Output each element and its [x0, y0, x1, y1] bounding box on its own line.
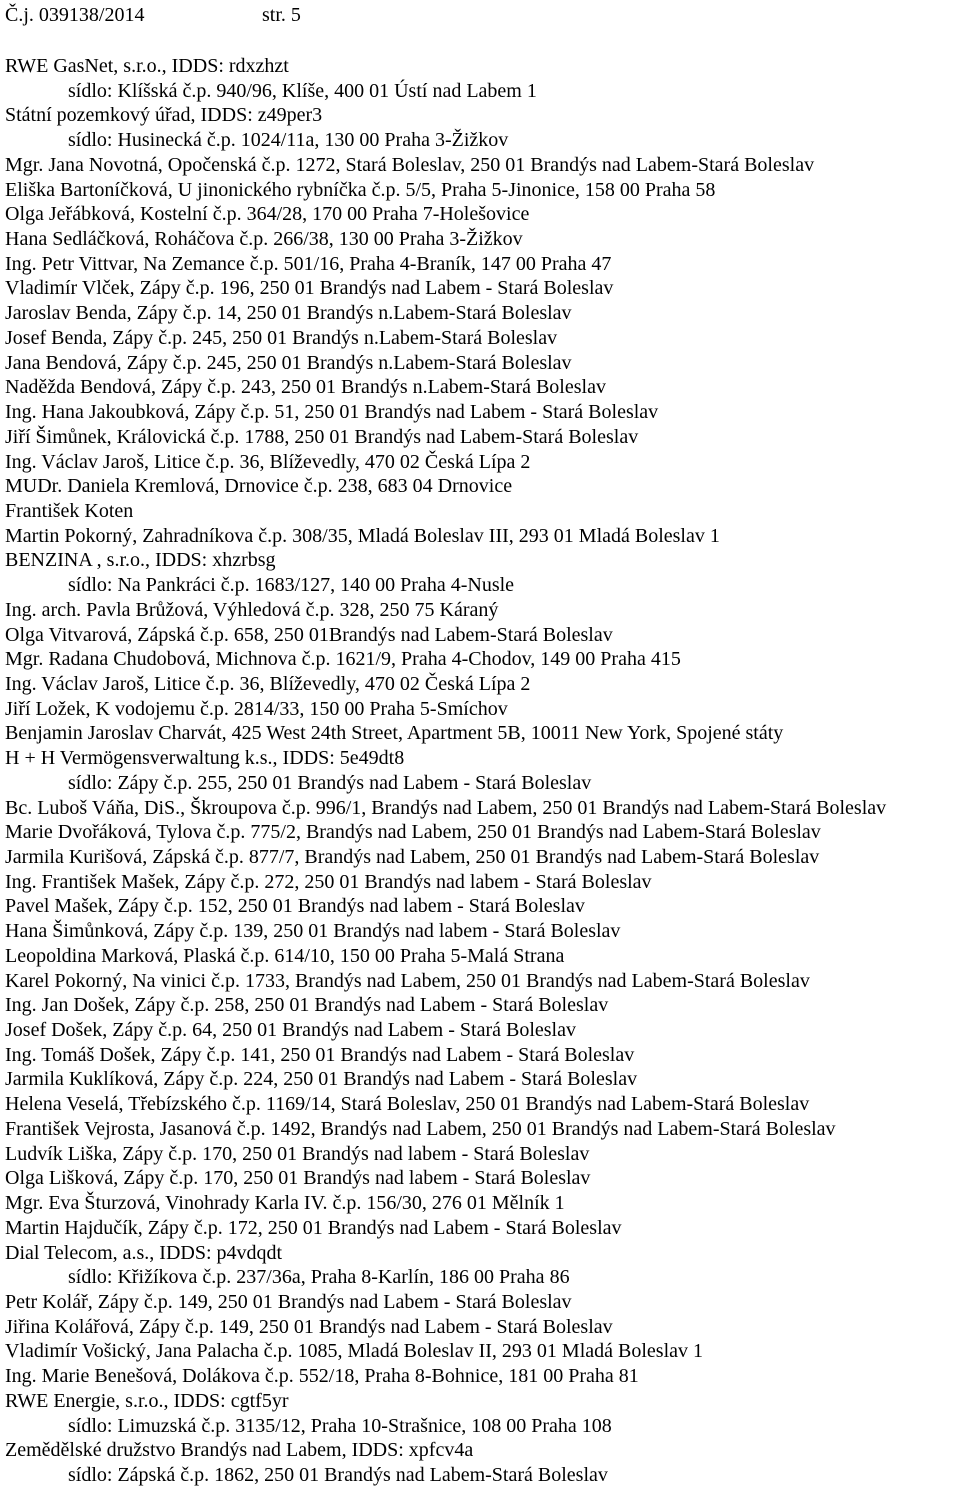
recipient-line: Leopoldina Marková, Plaská č.p. 614/10, 150 00 Praha 5-Malá Strana [5, 944, 565, 967]
recipient-line: BENZINA , s.r.o., IDDS: xhzrbsg [5, 549, 276, 572]
recipient-line: Vladimír Vlček, Zápy č.p. 196, 250 01 Brandýs nad Labem - Stará Boleslav [5, 277, 614, 300]
page-number: str. 5 [262, 4, 301, 26]
recipient-line: Ing. Jan Došek, Zápy č.p. 258, 250 01 Brandýs nad Labem - Stará Boleslav [5, 994, 609, 1017]
recipient-line: Helena Veselá, Třebízského č.p. 1169/14, Stará Boleslav, 250 01 Brandýs nad Labem-Stará Boleslav [5, 1093, 810, 1116]
recipient-line: H + H Vermögensverwaltung k.s., IDDS: 5e49dt8 [5, 747, 405, 770]
recipient-line: Ing. Hana Jakoubková, Zápy č.p. 51, 250 01 Brandýs nad Labem - Stará Boleslav [5, 401, 659, 424]
recipient-line: František Koten [5, 499, 134, 522]
recipient-line: Mgr. Radana Chudobová, Michnova č.p. 1621/9, Praha 4-Chodov, 149 00 Praha 415 [5, 648, 681, 671]
recipient-line: Pavel Mašek, Zápy č.p. 152, 250 01 Brandýs nad labem - Stará Boleslav [5, 895, 585, 918]
recipient-line: Benjamin Jaroslav Charvát, 425 West 24th Street, Apartment 5B, 10011 New York, Spojené státy [5, 722, 784, 745]
recipient-line: Zemědělské družstvo Brandýs nad Labem, IDDS: xpfcv4a [5, 1439, 474, 1462]
recipient-line: Jarmila Kurišová, Zápská č.p. 877/7, Brandýs nad Labem, 250 01 Brandýs nad Labem-Stará Boleslav [5, 846, 820, 868]
recipient-line: Eliška Bartoníčková, U jinonického rybníčka č.p. 5/5, Praha 5-Jinonice, 158 00 Praha 58 [5, 178, 716, 201]
recipient-line: Ing. arch. Pavla Brůžová, Výhledová č.p. 328, 250 75 Káraný [5, 598, 499, 621]
recipient-line: Dial Telecom, a.s., IDDS: p4vdqdt [5, 1241, 283, 1264]
recipient-line: Jaroslav Benda, Zápy č.p. 14, 250 01 Brandýs n.Labem-Stará Boleslav [5, 302, 572, 325]
address-line: sídlo: Husinecká č.p. 1024/11a, 130 00 Praha 3-Žižkov [68, 129, 509, 152]
recipient-line: Jiří Šimůnek, Královická č.p. 1788, 250 01 Brandýs nad Labem-Stará Boleslav [5, 425, 639, 448]
recipient-line: Ing. Václav Jaroš, Litice č.p. 36, Blíževedly, 470 02 Česká Lípa 2 [5, 672, 531, 695]
recipient-line: Ing. Marie Benešová, Dolákova č.p. 552/18, Praha 8-Bohnice, 181 00 Praha 81 [5, 1365, 639, 1388]
recipient-line: Naděžda Bendová, Zápy č.p. 243, 250 01 Brandýs n.Labem-Stará Boleslav [5, 376, 606, 399]
recipient-line: Mgr. Eva Šturzová, Vinohrady Karla IV. č.p. 156/30, 276 01 Mělník 1 [5, 1192, 565, 1215]
recipient-line: Bc. Luboš Váňa, DiS., Škroupova č.p. 996/1, Brandýs nad Labem, 250 01 Brandýs nad Labem-Stará Boleslav [5, 796, 887, 819]
recipient-line: Marie Dvořáková, Tylova č.p. 775/2, Brandýs nad Labem, 250 01 Brandýs nad Labem-Stará Boleslav [5, 821, 821, 844]
recipient-line: Karel Pokorný, Na vinici č.p. 1733, Brandýs nad Labem, 250 01 Brandýs nad Labem-Stará Boleslav [5, 969, 810, 992]
recipient-line: Ing. Petr Vittvar, Na Zemance č.p. 501/16, Praha 4-Braník, 147 00 Praha 47 [5, 252, 612, 275]
recipient-line: Jiří Ložek, K vodojemu č.p. 2814/33, 150 00 Praha 5-Smíchov [5, 697, 508, 720]
address-line: sídlo: Klíšská č.p. 940/96, Klíše, 400 01 Ústí nad Labem 1 [68, 79, 537, 102]
page-header [5, 3, 955, 27]
recipient-line: Státní pozemkový úřad, IDDS: z49per3 [5, 104, 323, 127]
reference-number: Č.j. 039138/2014 [5, 4, 145, 26]
address-line: sídlo: Na Pankráci č.p. 1683/127, 140 00 Praha 4-Nusle [68, 574, 515, 597]
recipient-line: Hana Šimůnková, Zápy č.p. 139, 250 01 Brandýs nad labem - Stará Boleslav [5, 920, 621, 943]
address-line: sídlo: Limuzská č.p. 3135/12, Praha 10-Strašnice, 108 00 Praha 108 [68, 1414, 612, 1437]
recipient-line: František Vejrosta, Jasanová č.p. 1492, Brandýs nad Labem, 250 01 Brandýs nad Labem-Stará Boleslav [5, 1117, 836, 1140]
recipient-line: MUDr. Daniela Kremlová, Drnovice č.p. 238, 683 04 Drnovice [5, 475, 513, 498]
recipient-line: Hana Sedláčková, Roháčova č.p. 266/38, 130 00 Praha 3-Žižkov [5, 228, 523, 251]
recipient-line: Mgr. Jana Novotná, Opočenská č.p. 1272, Stará Boleslav, 250 01 Brandýs nad Labem-Stará Boleslav [5, 153, 815, 176]
address-line: sídlo: Křižíkova č.p. 237/36a, Praha 8-Karlín, 186 00 Praha 86 [68, 1266, 570, 1289]
recipient-line: Josef Benda, Zápy č.p. 245, 250 01 Brandýs n.Labem-Stará Boleslav [5, 326, 558, 349]
recipient-line: Ing. Tomáš Došek, Zápy č.p. 141, 250 01 Brandýs nad Labem - Stará Boleslav [5, 1043, 635, 1066]
recipient-line: Martin Pokorný, Zahradníkova č.p. 308/35, Mladá Boleslav III, 293 01 Mladá Boleslav 1 [5, 524, 720, 547]
recipient-line: Olga Vitvarová, Zápská č.p. 658, 250 01Brandýs nad Labem-Stará Boleslav [5, 623, 613, 646]
recipient-line: Josef Došek, Zápy č.p. 64, 250 01 Brandýs nad Labem - Stará Boleslav [5, 1019, 576, 1042]
recipient-line: Vladimír Vošický, Jana Palacha č.p. 1085, Mladá Boleslav II, 293 01 Mladá Boleslav 1 [5, 1340, 704, 1363]
recipient-line: Ing. František Mašek, Zápy č.p. 272, 250 01 Brandýs nad labem - Stará Boleslav [5, 870, 652, 893]
recipient-line: Jarmila Kuklíková, Zápy č.p. 224, 250 01 Brandýs nad Labem - Stará Boleslav [5, 1068, 638, 1091]
address-line: sídlo: Zápská č.p. 1862, 250 01 Brandýs nad Labem-Stará Boleslav [68, 1463, 608, 1486]
address-line: sídlo: Zápy č.p. 255, 250 01 Brandýs nad Labem - Stará Boleslav [68, 771, 592, 794]
recipient-line: Ludvík Liška, Zápy č.p. 170, 250 01 Brandýs nad labem - Stará Boleslav [5, 1142, 590, 1165]
recipient-line: RWE GasNet, s.r.o., IDDS: rdxzhzt [5, 55, 289, 77]
recipient-line: Martin Hajdučík, Zápy č.p. 172, 250 01 Brandýs nad Labem - Stará Boleslav [5, 1216, 622, 1239]
recipient-line: RWE Energie, s.r.o., IDDS: cgtf5yr [5, 1389, 289, 1412]
recipient-line: Ing. Václav Jaroš, Litice č.p. 36, Blíževedly, 470 02 Česká Lípa 2 [5, 450, 531, 473]
recipient-line: Petr Kolář, Zápy č.p. 149, 250 01 Brandýs nad Labem - Stará Boleslav [5, 1290, 572, 1313]
recipient-line: Olga Lišková, Zápy č.p. 170, 250 01 Brandýs nad labem - Stará Boleslav [5, 1167, 591, 1190]
recipient-line: Jana Bendová, Zápy č.p. 245, 250 01 Brandýs n.Labem-Stará Boleslav [5, 351, 572, 374]
recipient-line: Olga Jeřábková, Kostelní č.p. 364/28, 170 00 Praha 7-Holešovice [5, 203, 530, 226]
recipient-line: Jiřina Kolářová, Zápy č.p. 149, 250 01 Brandýs nad Labem - Stará Boleslav [5, 1315, 613, 1338]
recipient-list [5, 54, 957, 1488]
